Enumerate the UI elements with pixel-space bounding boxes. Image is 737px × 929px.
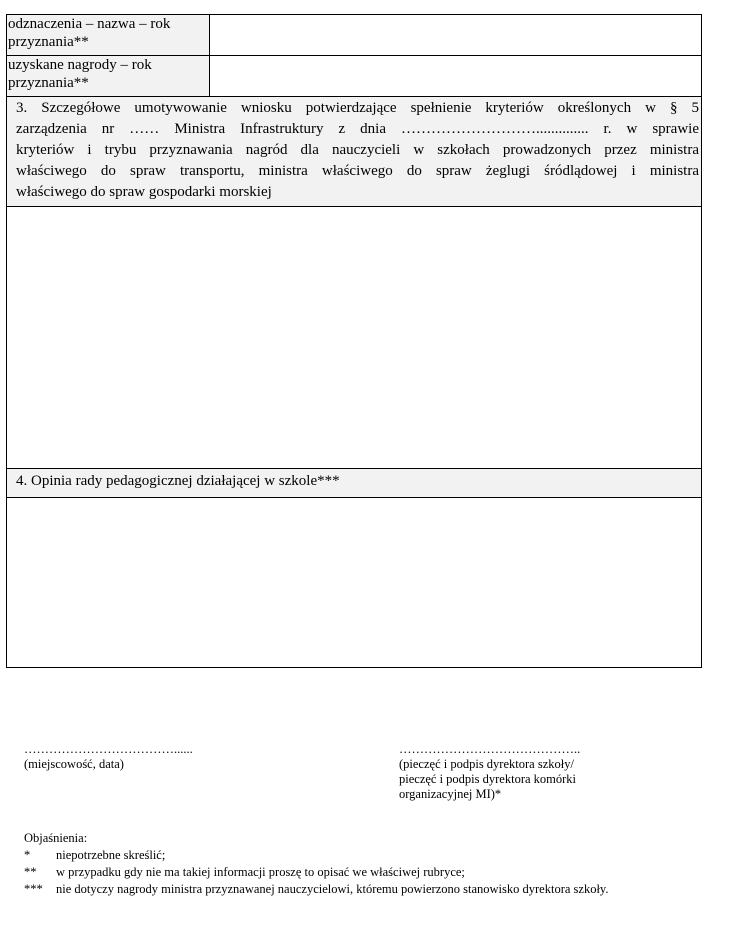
explanation-text: nie dotyczy nagrody ministra przyznawanej nauczycielowi, któremu powierzono stanowisko dyrektora szkoły. <box>56 882 609 896</box>
section-4-answer-row <box>7 498 702 668</box>
section-3-answer-field[interactable] <box>7 207 702 469</box>
section-3-line: właściwego do spraw transportu, ministra właściwego do spraw żeglugi śródlądowej i ministra <box>16 163 699 179</box>
director-signature-dots: …………………………………….. <box>399 742 581 756</box>
honors-row <box>7 15 702 56</box>
section-3-line: zarządzenia nr …… Ministra Infrastruktury z dnia ……………………….............. r. w sprawie <box>16 121 699 137</box>
explanation-item <box>24 847 664 864</box>
honors-label: odznaczenia – nazwa – rok przyznania** <box>7 15 210 56</box>
section-4-heading-row <box>7 469 702 498</box>
director-caption-line-2: pieczęć i podpis dyrektora komórki <box>399 772 577 786</box>
explanations-title: Objaśnienia: <box>24 831 88 845</box>
section-3-answer-row <box>7 207 702 469</box>
awards-field[interactable] <box>210 56 702 97</box>
explanation-item <box>24 881 664 898</box>
section-3-line: kryteriów i trybu przyznawania nagród dla nauczycieli w szkołach prowadzonych przez ministra <box>16 142 699 158</box>
section-3-heading-row <box>7 97 702 207</box>
place-date-signature <box>24 742 193 772</box>
section-4-answer-field[interactable] <box>7 498 702 668</box>
place-date-caption: (miejscowość, data) <box>24 757 124 771</box>
explanation-mark: ** <box>24 865 37 879</box>
section-4-heading: 4. Opinia rady pedagogicznej działającej w szkole*** <box>7 469 702 498</box>
awards-label: uzyskane nagrody – rok przyznania** <box>7 56 210 97</box>
explanation-mark: * <box>24 848 31 862</box>
section-3-line: właściwego do spraw gospodarki morskiej <box>16 184 272 200</box>
director-signature <box>399 742 580 802</box>
awards-row <box>7 56 702 97</box>
explanations <box>24 830 664 898</box>
explanation-item <box>24 864 664 881</box>
award-form-table <box>6 14 702 668</box>
director-caption-line-1: (pieczęć i podpis dyrektora szkoły/ <box>399 757 574 771</box>
place-date-dots: ………………………………...... <box>24 742 193 756</box>
explanation-mark: *** <box>24 882 43 896</box>
explanation-text: niepotrzebne skreślić; <box>56 848 166 862</box>
section-3-line: 3. Szczegółowe umotywowanie wniosku potwierdzające spełnienie kryteriów określonych w § 5 <box>16 100 699 116</box>
honors-field[interactable] <box>210 15 702 56</box>
section-3-heading <box>7 97 702 207</box>
director-caption-line-3: organizacyjnej MI)* <box>399 787 502 801</box>
explanation-text: w przypadku gdy nie ma takiej informacji proszę to opisać we właściwej rubryce; <box>56 865 465 879</box>
